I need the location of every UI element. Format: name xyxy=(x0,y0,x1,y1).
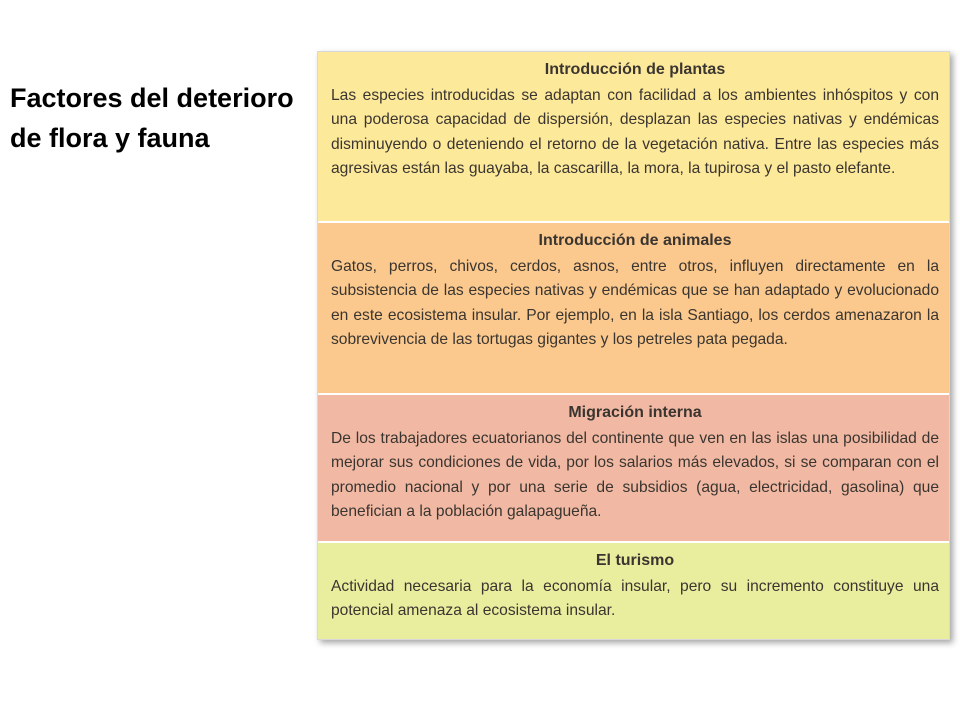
section-migracion-interna xyxy=(318,395,949,543)
section-body: De los trabajadores ecuatorianos del continente que ven en las islas una posibilidad de mejorar sus condiciones de vida, por los salarios más elevados, si se comparan con el promedio nacional y por una serie de subsidios (agua, electricidad, gasolina) que benefician a la población galapagueña. xyxy=(331,430,939,521)
section-title: Migración interna xyxy=(568,404,702,421)
section-introduccion-plantas xyxy=(318,52,949,223)
factors-table xyxy=(317,51,950,640)
section-title: Introducción de animales xyxy=(538,232,732,249)
slide-title: Factores del deterioro de flora y fauna xyxy=(10,83,294,153)
section-title: El turismo xyxy=(595,552,675,569)
section-title: Introducción de plantas xyxy=(544,61,726,78)
section-introduccion-animales xyxy=(318,223,949,395)
section-body: Actividad necesaria para la economía insular, pero su incremento constituye una potencial amenaza al ecosistema insular. xyxy=(331,578,939,620)
section-body: Las especies introducidas se adaptan con facilidad a los ambientes inhóspitos y con una poderosa capacidad de dispersión, desplazan las especies nativas y endémicas disminuyendo o deteniendo el retorno de la vegetación nativa. Entre las especies más agresivas están las guayaba, la cascarilla, la mora, la tupirosa y el pasto elefante. xyxy=(331,87,939,178)
section-el-turismo xyxy=(318,543,949,639)
section-body: Gatos, perros, chivos, cerdos, asnos, entre otros, influyen directamente en la subsistencia de las especies nativas y endémicas que se han adaptado y evolucionado en este ecosistema insular. Por ejemplo, en la isla Santiago, los cerdos amenazaron la sobrevivencia de las tortugas gigantes y los petreles pata pegada. xyxy=(331,258,939,349)
